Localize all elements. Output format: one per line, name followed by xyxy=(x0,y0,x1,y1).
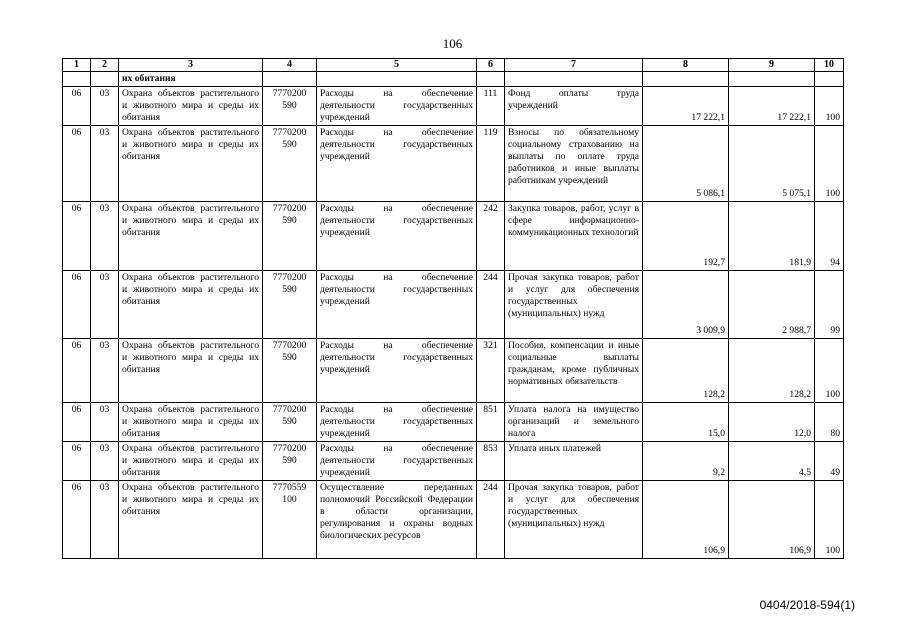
subsection-code: 03 xyxy=(91,339,119,403)
expense-type-name: Пособия, компенсации и иные социальные выплаты гражданам, кроме публичных нормативных обязательств xyxy=(505,339,643,403)
execution-percent: 49 xyxy=(815,442,844,481)
section-code: 06 xyxy=(63,339,91,403)
target-article-code: 7770559 100 xyxy=(263,481,317,559)
subsection-name: Охрана объектов растительного и животного мира и среды их обитания xyxy=(119,87,263,126)
approved-amount: 3 009,9 xyxy=(643,271,729,339)
approved-amount: 192,7 xyxy=(643,202,729,271)
table-row xyxy=(63,403,844,442)
expense-type-name: Прочая закупка товаров, работ и услуг для обеспечения государственных (муниципальных) нужд xyxy=(505,271,643,339)
execution-percent: 100 xyxy=(815,339,844,403)
expense-type-name: Уплата иных платежей xyxy=(505,442,643,481)
execution-percent: 100 xyxy=(815,87,844,126)
approved-amount: 17 222,1 xyxy=(643,87,729,126)
approved-amount: 5 086,1 xyxy=(643,126,729,202)
expense-type-code: 111 xyxy=(477,87,505,126)
target-article-name: Расходы на обеспечение деятельности государственных учреждений xyxy=(317,271,477,339)
target-article-name: Расходы на обеспечение деятельности государственных учреждений xyxy=(317,403,477,442)
execution-percent: 94 xyxy=(815,202,844,271)
expense-type-code: 242 xyxy=(477,202,505,271)
target-article-code: 7770200 590 xyxy=(263,403,317,442)
column-header-4: 4 xyxy=(263,59,317,72)
column-header-8: 8 xyxy=(643,59,729,72)
section-code: 06 xyxy=(63,442,91,481)
subsection-code: 03 xyxy=(91,481,119,559)
executed-amount: 12,0 xyxy=(729,403,815,442)
subsection-code: 03 xyxy=(91,126,119,202)
target-article-code: 7770200 590 xyxy=(263,271,317,339)
expense-type-code: 244 xyxy=(477,481,505,559)
target-article-name: Расходы на обеспечение деятельности государственных учреждений xyxy=(317,339,477,403)
section-code: 06 xyxy=(63,403,91,442)
target-article-code: 7770200 590 xyxy=(263,442,317,481)
table-row xyxy=(63,202,844,271)
approved-amount: 128,2 xyxy=(643,339,729,403)
expense-type-code: 853 xyxy=(477,442,505,481)
table-row xyxy=(63,442,844,481)
section-code: 06 xyxy=(63,271,91,339)
expense-type-code: 321 xyxy=(477,339,505,403)
expense-type-name: Уплата налога на имущество организаций и земельного налога xyxy=(505,403,643,442)
column-header-10: 10 xyxy=(815,59,844,72)
executed-amount: 106,9 xyxy=(729,481,815,559)
expense-type-code: 119 xyxy=(477,126,505,202)
executed-amount: 181,9 xyxy=(729,202,815,271)
expense-type-code: 851 xyxy=(477,403,505,442)
subsection-code: 03 xyxy=(91,403,119,442)
column-header-2: 2 xyxy=(91,59,119,72)
expense-type-name: Фонд оплаты труда учреждений xyxy=(505,87,643,126)
subsection-name: Охрана объектов растительного и животного мира и среды их обитания xyxy=(119,202,263,271)
target-article-name: Расходы на обеспечение деятельности государственных учреждений xyxy=(317,87,477,126)
column-number-row xyxy=(63,59,844,72)
target-article-name: Осуществление переданных полномочий Российской Федерации в области организации, регулирования и охраны водных биологических ресурсов xyxy=(317,481,477,559)
executed-amount: 128,2 xyxy=(729,339,815,403)
section-code: 06 xyxy=(63,126,91,202)
target-article-name: Расходы на обеспечение деятельности государственных учреждений xyxy=(317,126,477,202)
continuation-row xyxy=(63,72,844,87)
executed-amount: 4,5 xyxy=(729,442,815,481)
executed-amount: 2 988,7 xyxy=(729,271,815,339)
section-code: 06 xyxy=(63,481,91,559)
table-row xyxy=(63,271,844,339)
execution-percent: 80 xyxy=(815,403,844,442)
subsection-code: 03 xyxy=(91,271,119,339)
execution-percent: 99 xyxy=(815,271,844,339)
section-code: 06 xyxy=(63,87,91,126)
page-number: 106 xyxy=(442,36,463,51)
executed-amount: 17 222,1 xyxy=(729,87,815,126)
subsection-name: Охрана объектов растительного и животного мира и среды их обитания xyxy=(119,126,263,202)
table-row xyxy=(63,339,844,403)
subsection-name: Охрана объектов растительного и животного мира и среды их обитания xyxy=(119,403,263,442)
executed-amount: 5 075,1 xyxy=(729,126,815,202)
expense-type-name: Прочая закупка товаров, работ и услуг для обеспечения государственных (муниципальных) нужд xyxy=(505,481,643,559)
approved-amount: 15,0 xyxy=(643,403,729,442)
column-header-3: 3 xyxy=(119,59,263,72)
subsection-code: 03 xyxy=(91,87,119,126)
budget-execution-table xyxy=(62,58,844,559)
subsection-code: 03 xyxy=(91,202,119,271)
target-article-code: 7770200 590 xyxy=(263,126,317,202)
column-header-6: 6 xyxy=(477,59,505,72)
target-article-code: 7770200 590 xyxy=(263,202,317,271)
target-article-code: 7770200 590 xyxy=(263,87,317,126)
execution-percent: 100 xyxy=(815,126,844,202)
target-article-code: 7770200 590 xyxy=(263,339,317,403)
expense-type-name: Закупка товаров, работ, услуг в сфере информационно-коммуникационных технологий xyxy=(505,202,643,271)
approved-amount: 9,2 xyxy=(643,442,729,481)
target-article-name: Расходы на обеспечение деятельности государственных учреждений xyxy=(317,442,477,481)
subsection-name: Охрана объектов растительного и животного мира и среды их обитания xyxy=(119,481,263,559)
table-row xyxy=(63,481,844,559)
column-header-9: 9 xyxy=(729,59,815,72)
table-row xyxy=(63,126,844,202)
subsection-name: Охрана объектов растительного и животного мира и среды их обитания xyxy=(119,339,263,403)
expense-type-code: 244 xyxy=(477,271,505,339)
document-code: 0404/2018-594(1) xyxy=(759,598,855,612)
subsection-name: Охрана объектов растительного и животного мира и среды их обитания xyxy=(119,271,263,339)
approved-amount: 106,9 xyxy=(643,481,729,559)
continuation-text: их обитания xyxy=(119,72,263,87)
section-code: 06 xyxy=(63,202,91,271)
table-row xyxy=(63,87,844,126)
execution-percent: 100 xyxy=(815,481,844,559)
subsection-code: 03 xyxy=(91,442,119,481)
column-header-5: 5 xyxy=(317,59,477,72)
subsection-name: Охрана объектов растительного и животного мира и среды их обитания xyxy=(119,442,263,481)
expense-type-name: Взносы по обязательному социальному страхованию на выплаты по оплате труда работников и иные выплаты работникам учреждений xyxy=(505,126,643,202)
column-header-7: 7 xyxy=(505,59,643,72)
column-header-1: 1 xyxy=(63,59,91,72)
target-article-name: Расходы на обеспечение деятельности государственных учреждений xyxy=(317,202,477,271)
